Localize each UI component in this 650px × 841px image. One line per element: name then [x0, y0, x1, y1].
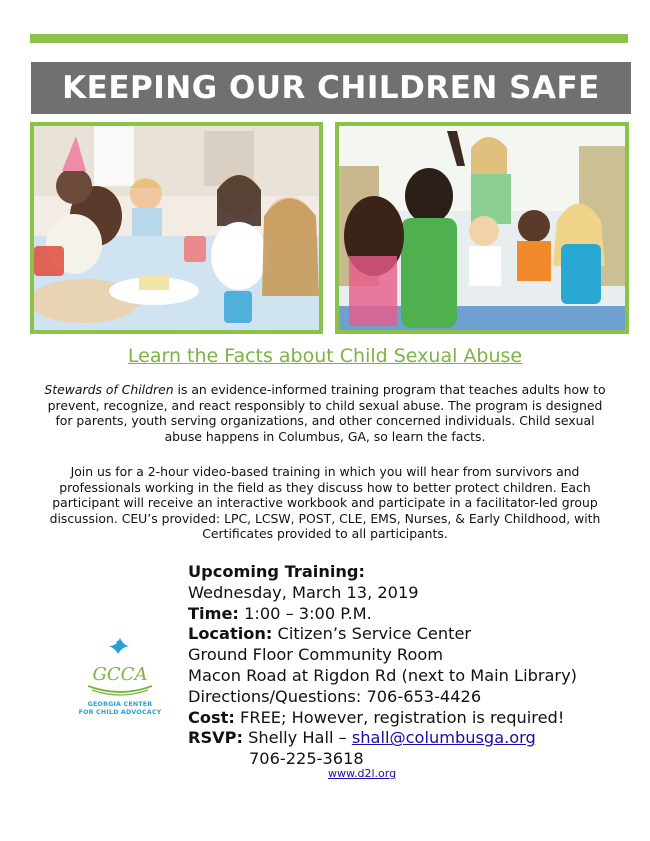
rsvp-email-link[interactable]: shall@columbusga.org	[351, 728, 536, 748]
time-label: Time:	[188, 603, 239, 623]
cost-value: FREE; However, registration is required!	[234, 707, 565, 727]
training-details	[188, 562, 628, 770]
training-heading: Upcoming Training:	[188, 562, 365, 581]
location-label: Location:	[188, 624, 273, 644]
intro-text: is an evidence-informed training program that teaches adults how to prevent, recognize, and react responsibly to child sexual abuse. The program is designed for parents, youth serving organizations, and other concerned individuals. Child sexual abuse happens in Columbus, GA, so learn the facts.	[47, 382, 606, 444]
training-heading-row	[188, 562, 628, 583]
rsvp-label: RSVP:	[188, 728, 243, 748]
top-accent-rule	[30, 34, 628, 43]
logo-line1: GEORGIA CENTER	[87, 701, 153, 708]
logo-line2: FOR CHILD ADVOCACY	[78, 709, 162, 716]
training-date: Wednesday, March 13, 2019	[188, 582, 419, 602]
location-line3: Macon Road at Rigdon Rd (next to Main Library)	[188, 665, 577, 685]
training-cost-row	[188, 708, 628, 729]
location-line2: Ground Floor Community Room	[188, 645, 444, 665]
classroom-photo	[335, 122, 629, 334]
birthday-party-illustration	[34, 126, 319, 330]
rsvp-phone: 706-225-3618	[249, 749, 364, 769]
training-time-row	[188, 604, 628, 625]
bird-icon	[109, 638, 129, 654]
logo-graphic	[74, 636, 166, 700]
birthday-party-photo	[30, 122, 323, 334]
gcca-logo	[74, 636, 166, 720]
section-heading: Learn the Facts about Child Sexual Abuse	[127, 345, 523, 367]
cost-label: Cost:	[188, 707, 235, 727]
intro-paragraph	[38, 382, 612, 444]
location-value: Citizen’s Service Center	[272, 624, 472, 644]
directions-line: Directions/Questions: 706-653-4426	[188, 686, 482, 706]
program-name: Stewards of Children	[44, 382, 174, 397]
time-value: 1:00 – 3:00 P.M.	[238, 603, 372, 623]
page-title: KEEPING OUR CHILDREN SAFE	[62, 70, 600, 106]
classroom-illustration	[339, 126, 625, 330]
logo-wordmark: GCCA	[92, 664, 148, 685]
training-location-row	[188, 624, 628, 645]
training-rsvp-row	[188, 728, 628, 749]
website-link[interactable]: www.d2l.org	[328, 767, 397, 780]
rsvp-name: Shelly Hall –	[243, 728, 352, 748]
title-banner	[31, 62, 631, 114]
details-paragraph: Join us for a 2-hour video-based training in which you will hear from survivors and professionals working in the field as they discuss how to better protect children. Each participant will receive an interactive workbook and participate in a facilitator-led group discussion. CEU’s provided: LPC, LCSW, POST, CLE, EMS, Nurses, & Early Childhood, with Certificates provided to all participants.	[49, 464, 601, 542]
